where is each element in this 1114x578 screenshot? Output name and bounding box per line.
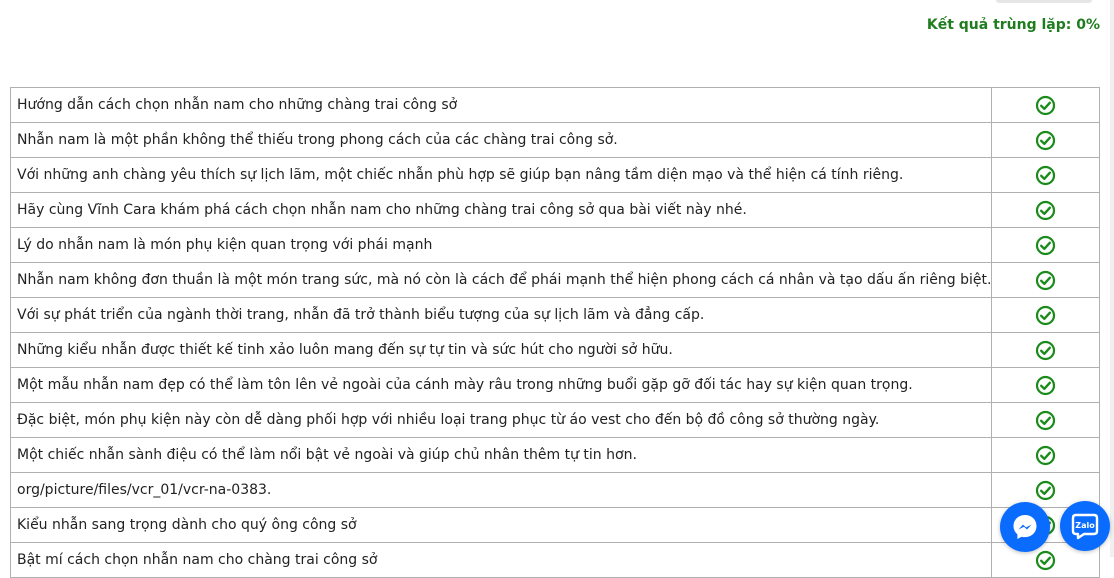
- zalo-icon: [1067, 508, 1103, 544]
- zalo-label: Zalo: [1075, 521, 1095, 530]
- sentence-text: Đặc biệt, món phụ kiện này còn dễ dàng phối hợp với nhiều loại trang phục từ áo vest cho đến bộ đồ công sở thường ngày.: [11, 403, 992, 438]
- check-circle-icon: [1035, 445, 1056, 466]
- sentence-text: Những kiểu nhẫn được thiết kế tinh xảo luôn mang đến sự tự tin và sức hút cho người sở hữu.: [11, 333, 992, 368]
- table-row: [11, 88, 1100, 123]
- sentence-text: Hãy cùng Vĩnh Cara khám phá cách chọn nhẫn nam cho những chàng trai công sở qua bài viết này nhé.: [11, 193, 992, 228]
- check-circle-icon: [1035, 410, 1056, 431]
- status-cell: [991, 263, 1099, 298]
- check-circle-icon: [1035, 270, 1056, 291]
- sentence-text: Nhẫn nam không đơn thuần là một món trang sức, mà nó còn là cách để phái mạnh thể hiện phong cách cá nhân và tạo dấu ấn riêng biệt.: [11, 263, 992, 298]
- sentence-text: Hướng dẫn cách chọn nhẫn nam cho những chàng trai công sở: [11, 88, 992, 123]
- sentence-text: Với sự phát triển của ngành thời trang, nhẫn đã trở thành biểu tượng của sự lịch lãm và đẳng cấp.: [11, 298, 992, 333]
- table-row: [11, 228, 1100, 263]
- sentence-text: Một chiếc nhẫn sành điệu có thể làm nổi bật vẻ ngoài và giúp chủ nhân thêm tự tin hơn.: [11, 438, 992, 473]
- status-cell: [991, 123, 1099, 158]
- sentence-text: Lý do nhẫn nam là món phụ kiện quan trọng với phái mạnh: [11, 228, 992, 263]
- results-table-body: [11, 88, 1100, 578]
- status-cell: [991, 438, 1099, 473]
- messenger-button[interactable]: [1000, 502, 1050, 552]
- check-circle-icon: [1035, 235, 1056, 256]
- duplicate-result-label: Kết quả trùng lặp: 0%: [926, 17, 1100, 33]
- table-row: [11, 438, 1100, 473]
- table-row: [11, 333, 1100, 368]
- table-row: [11, 263, 1100, 298]
- check-circle-icon: [1035, 200, 1056, 221]
- table-row: [11, 543, 1100, 578]
- status-cell: [991, 333, 1099, 368]
- table-row: [11, 298, 1100, 333]
- table-row: [11, 403, 1100, 438]
- sentence-text: Bật mí cách chọn nhẫn nam cho chàng trai công sở: [11, 543, 992, 578]
- status-cell: [991, 228, 1099, 263]
- table-row: [11, 368, 1100, 403]
- sentence-text: Kiểu nhẫn sang trọng dành cho quý ông công sở: [11, 508, 992, 543]
- table-row: [11, 193, 1100, 228]
- sentence-text: Một mẫu nhẫn nam đẹp có thể làm tôn lên vẻ ngoài của cánh mày râu trong những buổi gặp gỡ đối tác hay sự kiện quan trọng.: [11, 368, 992, 403]
- check-circle-icon: [1035, 95, 1056, 116]
- check-circle-icon: [1035, 305, 1056, 326]
- status-cell: [991, 88, 1099, 123]
- status-cell: [991, 368, 1099, 403]
- check-circle-icon: [1035, 375, 1056, 396]
- status-cell: [991, 193, 1099, 228]
- zalo-button[interactable]: [1060, 501, 1110, 551]
- messenger-icon: [1010, 512, 1040, 542]
- scrollbar[interactable]: [1110, 0, 1114, 557]
- status-cell: [991, 298, 1099, 333]
- status-cell: [991, 158, 1099, 193]
- check-circle-icon: [1035, 130, 1056, 151]
- status-cell: [991, 403, 1099, 438]
- table-row: [11, 123, 1100, 158]
- table-row: [11, 158, 1100, 193]
- sentence-text: Nhẫn nam là một phần không thể thiếu trong phong cách của các chàng trai công sở.: [11, 123, 992, 158]
- check-circle-icon: [1035, 480, 1056, 501]
- results-table: [10, 87, 1100, 578]
- sentence-text: org/picture/files/vcr_01/vcr-na-0383.: [11, 473, 992, 508]
- check-circle-icon: [1035, 165, 1056, 186]
- check-circle-icon: [1035, 340, 1056, 361]
- top-bar-stub: [996, 0, 1092, 3]
- sentence-text: Với những anh chàng yêu thích sự lịch lãm, một chiếc nhẫn phù hợp sẽ giúp bạn nâng tầm diện mạo và thể hiện cá tính riêng.: [11, 158, 992, 193]
- table-row: [11, 473, 1100, 508]
- check-circle-icon: [1035, 550, 1056, 571]
- table-row: [11, 508, 1100, 543]
